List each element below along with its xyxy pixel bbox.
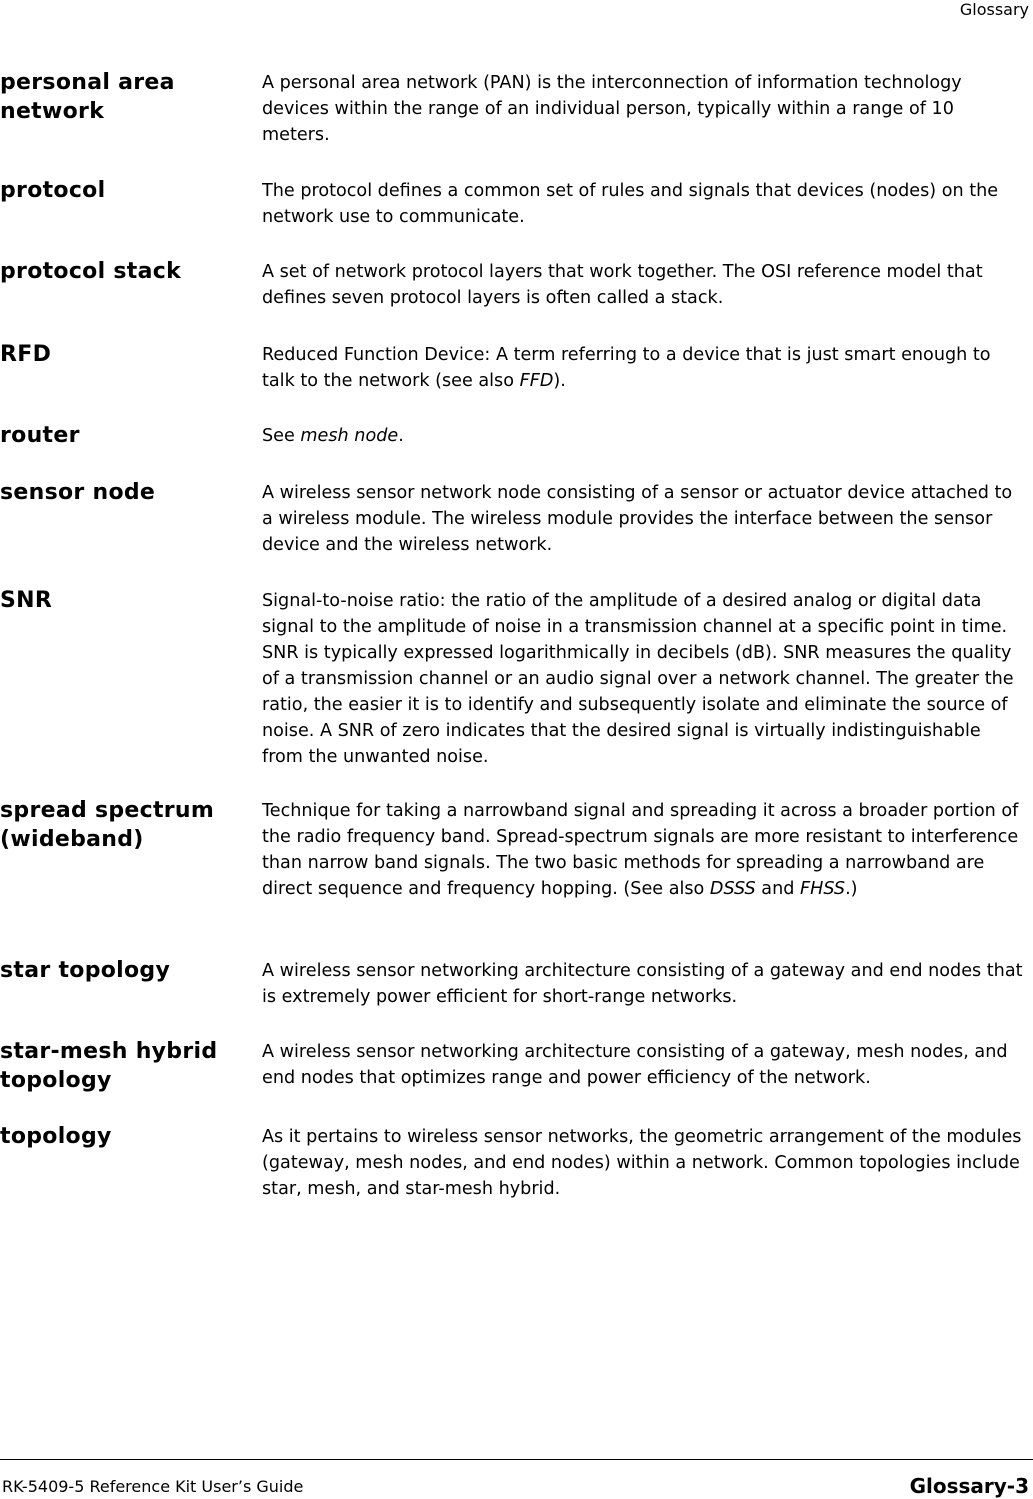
- glossary-definition: As it pertains to wireless sensor networks, the geometric arrangement of the modules (gateway, mesh nodes, and end nodes) within a network. Common topologies include star, mesh, and star-mesh hybrid.: [262, 1127, 1022, 1199]
- footer-page-number: Glossary-3: [909, 1474, 1029, 1498]
- glossary-definition: The protocol defines a common set of rules and signals that devices (nodes) on the network use to communicate.: [262, 181, 999, 227]
- glossary-definition: A wireless sensor network node consisting of a sensor or actuator device attached to a wireless module. The wireless module provides the interface between the sensor device and the wireless network.: [262, 483, 1013, 555]
- cross-reference: FFD: [519, 371, 554, 391]
- glossary-definition: See mesh node.: [262, 426, 404, 446]
- glossary-term: RFD: [0, 342, 52, 367]
- glossary-definition: A wireless sensor networking architecture consisting of a gateway, mesh nodes, and end nodes that optimizes range and power efficiency of the network.: [262, 1042, 1008, 1088]
- footer-divider: [0, 1459, 1033, 1460]
- glossary-term: protocol: [0, 178, 106, 203]
- cross-reference: mesh node: [300, 426, 399, 446]
- glossary-term: star topology: [0, 958, 171, 983]
- glossary-term: protocol stack: [0, 259, 182, 284]
- footer-document-title: RK-5409-5 Reference Kit User’s Guide: [2, 1477, 304, 1496]
- glossary-term: sensor node: [0, 480, 156, 505]
- glossary-term: SNR: [0, 588, 53, 613]
- glossary-term: spread spectrum (wideband): [0, 798, 215, 852]
- glossary-term: personal area network: [0, 70, 175, 124]
- glossary-definition: A wireless sensor networking architecture consisting of a gateway and end nodes that is extremely power efficient for short-range networks.: [262, 961, 1023, 1007]
- running-header: Glossary: [959, 0, 1029, 19]
- glossary-definition: Technique for taking a narrowband signal and spreading it across a broader portion of the radio frequency band. Spread-spectrum signals are more resistant to interference than narrow band signals. The two basic methods for spreading a narrowband are direct sequence and frequency hopping. (See also DSSS and FHSS.): [262, 801, 1019, 899]
- glossary-definition: A set of network protocol layers that work together. The OSI reference model that defines seven protocol layers is often called a stack.: [262, 262, 983, 308]
- glossary-definition: Reduced Function Device: A term referring to a device that is just smart enough to talk to the network (see also FFD).: [262, 345, 991, 391]
- glossary-term: router: [0, 423, 80, 448]
- cross-reference: FHSS: [800, 879, 846, 899]
- glossary-definition: A personal area network (PAN) is the interconnection of information technology devices within the range of an individual person, typically within a range of 10 meters.: [262, 73, 962, 145]
- glossary-definition: Signal-to-noise ratio: the ratio of the amplitude of a desired analog or digital data signal to the amplitude of noise in a transmission channel at a specific point in time. SNR is typically expressed logarithmically in decibels (dB). SNR measures the quality of a transmission channel or an audio signal over a network channel. The greater the ratio, the easier it is to identify and subsequently isolate and eliminate the source of noise. A SNR of zero indicates that the desired signal is virtually indistinguishable from the unwanted noise.: [262, 591, 1014, 767]
- glossary-term: star-mesh hybrid topology: [0, 1039, 218, 1093]
- cross-reference: DSSS: [709, 879, 756, 899]
- glossary-term: topology: [0, 1124, 112, 1149]
